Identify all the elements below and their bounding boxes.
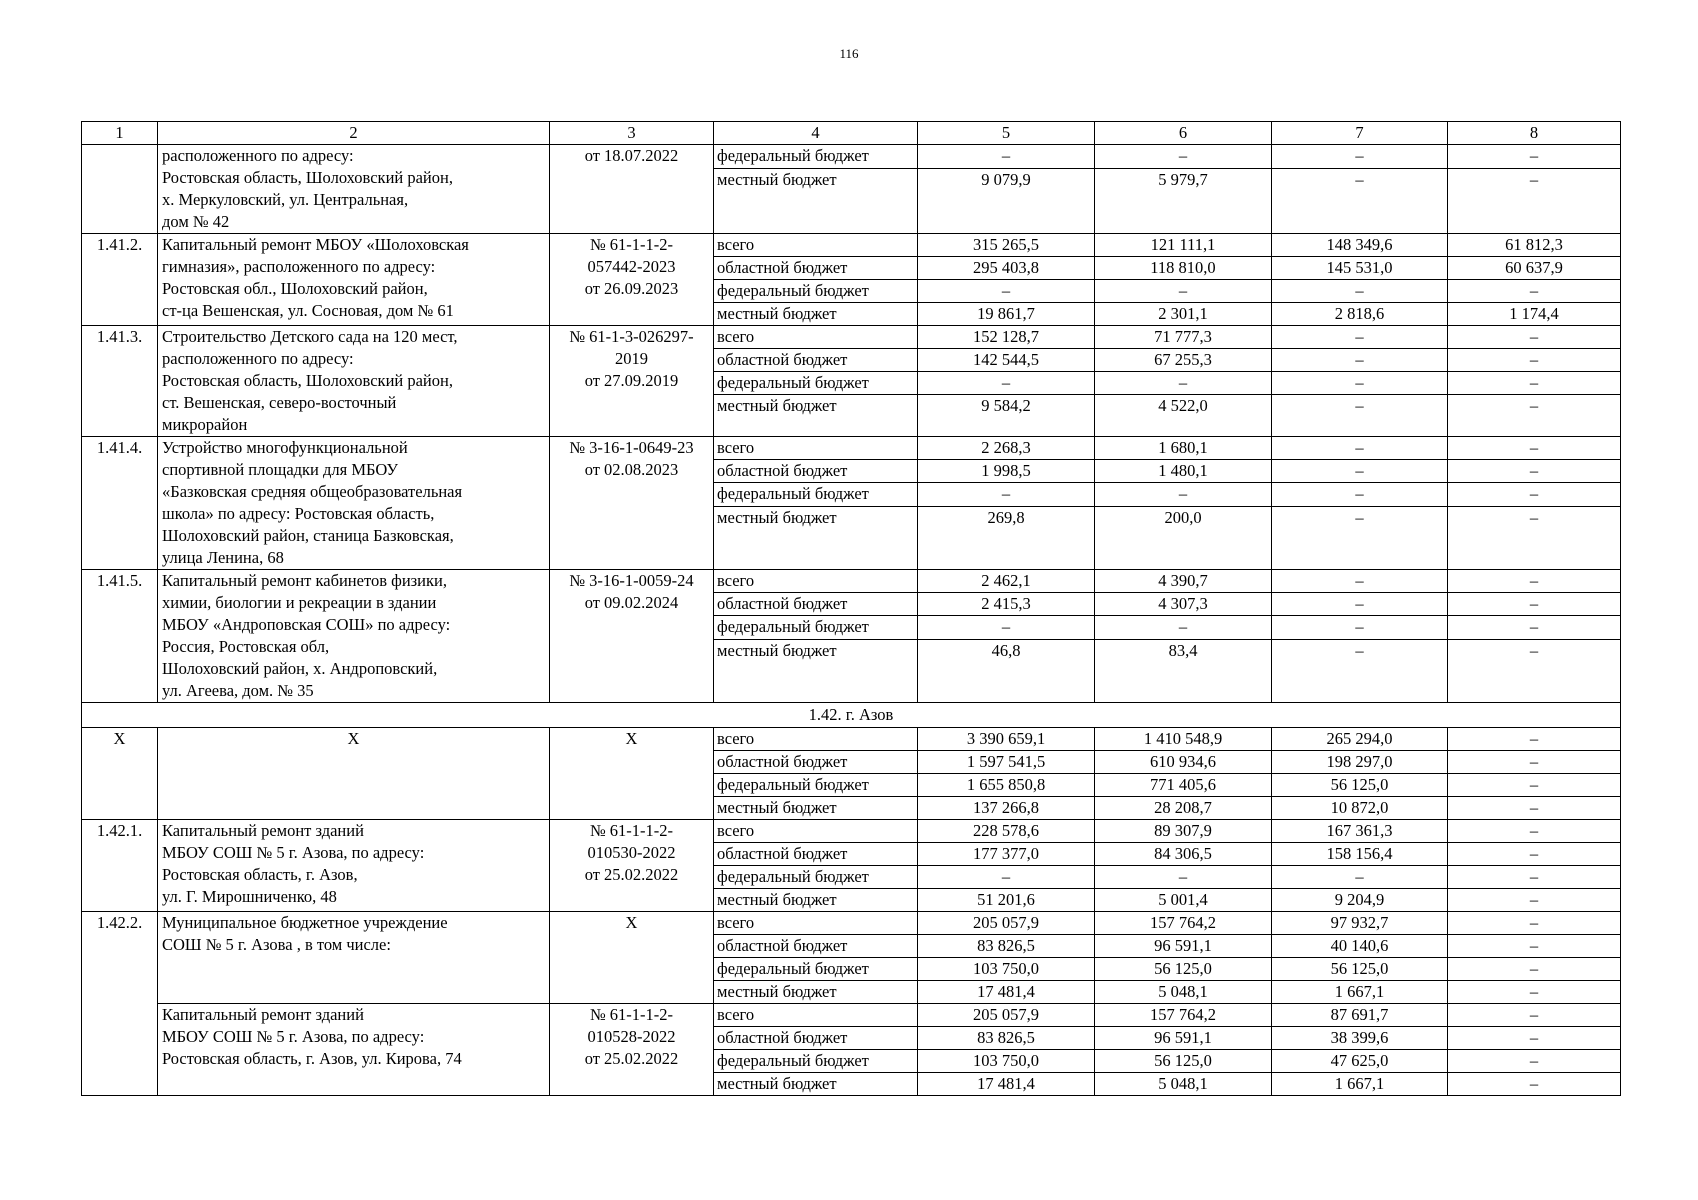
amount-cell-col7: – (1272, 506, 1448, 569)
budget-source-label: всего (714, 326, 918, 349)
amount-cell-col5: – (918, 372, 1095, 395)
item-document: № 3-16-1-0649-23 от 02.08.2023 (550, 437, 714, 570)
amount-cell-col8: – (1448, 395, 1621, 437)
amount-cell-col8: – (1448, 168, 1621, 233)
amount-cell-col5: – (918, 145, 1095, 169)
budget-source-label: всего (714, 1004, 918, 1027)
amount-cell-col7: – (1272, 395, 1448, 437)
budget-source-label: местный бюджет (714, 981, 918, 1004)
amount-cell-col7: – (1272, 326, 1448, 349)
amount-cell-col6: 67 255,3 (1095, 349, 1272, 372)
item-document: № 61-1-1-2- 010530-2022 от 25.02.2022 (550, 820, 714, 912)
item-document: № 3-16-1-0059-24 от 09.02.2024 (550, 570, 714, 703)
amount-cell-col8: – (1448, 145, 1621, 169)
amount-cell-col5: 228 578,6 (918, 820, 1095, 843)
header-cell: 1 (82, 122, 158, 145)
amount-cell-col5: 295 403,8 (918, 257, 1095, 280)
item-document: X (550, 912, 714, 1004)
budget-source-label: местный бюджет (714, 395, 918, 437)
amount-cell-col8: – (1448, 1050, 1621, 1073)
item-name: Устройство многофункциональной спортивной площадки для МБОУ «Базковская средняя общеобразовательная школа» по адресу: Ростовская область, Шолоховский район, станица Базковская, улица Ленина, 68 (158, 437, 550, 570)
amount-cell-col8: – (1448, 958, 1621, 981)
amount-cell-col8: 61 812,3 (1448, 234, 1621, 257)
amount-cell-col8: – (1448, 280, 1621, 303)
amount-cell-col5: 205 057,9 (918, 912, 1095, 935)
amount-cell-col7: 1 667,1 (1272, 981, 1448, 1004)
item-name: расположенного по адресу: Ростовская область, Шолоховский район, х. Меркуловский, ул. Центральная, дом № 42 (158, 145, 550, 234)
amount-cell-col5: 103 750,0 (918, 1050, 1095, 1073)
amount-cell-col5: 1 655 850,8 (918, 774, 1095, 797)
amount-cell-col7: – (1272, 168, 1448, 233)
amount-cell-col8: – (1448, 437, 1621, 460)
amount-cell-col5: 46,8 (918, 639, 1095, 702)
budget-source-label: федеральный бюджет (714, 616, 918, 639)
amount-cell-col8: 60 637,9 (1448, 257, 1621, 280)
amount-cell-col6: – (1095, 866, 1272, 889)
budget-source-label: всего (714, 820, 918, 843)
amount-cell-col6: 1 410 548,9 (1095, 728, 1272, 751)
amount-cell-col6: 96 591,1 (1095, 1027, 1272, 1050)
header-cell: 2 (158, 122, 550, 145)
item-document: № 61-1-1-2- 057442-2023 от 26.09.2023 (550, 234, 714, 326)
amount-cell-col6: 83,4 (1095, 639, 1272, 702)
amount-cell-col6: 4 390,7 (1095, 570, 1272, 593)
amount-cell-col7: 56 125,0 (1272, 774, 1448, 797)
amount-cell-col5: 142 544,5 (918, 349, 1095, 372)
amount-cell-col5: 152 128,7 (918, 326, 1095, 349)
amount-cell-col5: 83 826,5 (918, 1027, 1095, 1050)
amount-cell-col5: 2 415,3 (918, 593, 1095, 616)
budget-source-label: всего (714, 234, 918, 257)
amount-cell-col6: 4 522,0 (1095, 395, 1272, 437)
header-row (82, 122, 1621, 145)
budget-source-label: всего (714, 437, 918, 460)
budget-source-label: всего (714, 570, 918, 593)
amount-cell-col6: – (1095, 145, 1272, 169)
amount-cell-col6: 84 306,5 (1095, 843, 1272, 866)
budget-table (81, 121, 1621, 1096)
amount-cell-col8: – (1448, 349, 1621, 372)
amount-cell-col6: – (1095, 280, 1272, 303)
page-number: 116 (839, 46, 859, 61)
amount-cell-col7: – (1272, 866, 1448, 889)
amount-cell-col8: – (1448, 889, 1621, 912)
amount-cell-col7: 1 667,1 (1272, 1073, 1448, 1096)
amount-cell-col6: 157 764,2 (1095, 1004, 1272, 1027)
item-number: 1.42.2. (82, 912, 158, 1096)
table-row (82, 437, 1621, 460)
amount-cell-col8: – (1448, 1073, 1621, 1096)
amount-cell-col8: – (1448, 820, 1621, 843)
amount-cell-col6: 1 480,1 (1095, 460, 1272, 483)
item-number: X (82, 728, 158, 820)
item-name: Капитальный ремонт МБОУ «Шолоховская гимназия», расположенного по адресу: Ростовская обл., Шолоховский район, ст-ца Вешенская, ул. Сосновая, дом № 61 (158, 234, 550, 326)
section-title: 1.42. г. Азов (82, 703, 1621, 728)
table-row (82, 326, 1621, 349)
header-cell: 7 (1272, 122, 1448, 145)
amount-cell-col8: – (1448, 483, 1621, 506)
amount-cell-col7: – (1272, 483, 1448, 506)
amount-cell-col7: – (1272, 616, 1448, 639)
amount-cell-col6: 118 810,0 (1095, 257, 1272, 280)
item-name: X (158, 728, 550, 820)
table-row (82, 1004, 1621, 1027)
amount-cell-col6: 5 001,4 (1095, 889, 1272, 912)
amount-cell-col7: – (1272, 349, 1448, 372)
item-number: 1.41.4. (82, 437, 158, 570)
amount-cell-col5: 51 201,6 (918, 889, 1095, 912)
header-cell: 8 (1448, 122, 1621, 145)
item-document: № 61-1-3-026297- 2019 от 27.09.2019 (550, 326, 714, 437)
item-number (82, 145, 158, 234)
amount-cell-col6: – (1095, 483, 1272, 506)
table-row (82, 145, 1621, 169)
amount-cell-col8: – (1448, 616, 1621, 639)
amount-cell-col7: 265 294,0 (1272, 728, 1448, 751)
amount-cell-col7: 47 625,0 (1272, 1050, 1448, 1073)
amount-cell-col5: – (918, 280, 1095, 303)
amount-cell-col8: – (1448, 843, 1621, 866)
amount-cell-col8: – (1448, 570, 1621, 593)
item-number: 1.41.5. (82, 570, 158, 703)
budget-source-label: областной бюджет (714, 349, 918, 372)
budget-source-label: федеральный бюджет (714, 866, 918, 889)
budget-source-label: местный бюджет (714, 506, 918, 569)
item-number: 1.42.1. (82, 820, 158, 912)
amount-cell-col5: – (918, 616, 1095, 639)
amount-cell-col7: – (1272, 460, 1448, 483)
amount-cell-col7: – (1272, 593, 1448, 616)
amount-cell-col6: 96 591,1 (1095, 935, 1272, 958)
header-cell: 3 (550, 122, 714, 145)
amount-cell-col8: – (1448, 912, 1621, 935)
budget-source-label: всего (714, 728, 918, 751)
amount-cell-col6: 56 125,0 (1095, 1050, 1272, 1073)
amount-cell-col6: 28 208,7 (1095, 797, 1272, 820)
amount-cell-col8: – (1448, 1027, 1621, 1050)
header-cell: 4 (714, 122, 918, 145)
item-document: № 61-1-1-2- 010528-2022 от 25.02.2022 (550, 1004, 714, 1096)
amount-cell-col7: – (1272, 280, 1448, 303)
amount-cell-col6: 200,0 (1095, 506, 1272, 569)
amount-cell-col7: – (1272, 639, 1448, 702)
amount-cell-col7: 148 349,6 (1272, 234, 1448, 257)
amount-cell-col8: – (1448, 372, 1621, 395)
amount-cell-col7: – (1272, 145, 1448, 169)
amount-cell-col6: 610 934,6 (1095, 751, 1272, 774)
amount-cell-col6: 5 048,1 (1095, 981, 1272, 1004)
amount-cell-col7: 56 125,0 (1272, 958, 1448, 981)
amount-cell-col5: 137 266,8 (918, 797, 1095, 820)
budget-source-label: федеральный бюджет (714, 958, 918, 981)
amount-cell-col5: 9 079,9 (918, 168, 1095, 233)
amount-cell-col6: 5 979,7 (1095, 168, 1272, 233)
budget-source-label: федеральный бюджет (714, 483, 918, 506)
amount-cell-col6: 2 301,1 (1095, 303, 1272, 326)
table-row (82, 820, 1621, 843)
item-name: Капитальный ремонт кабинетов физики, химии, биологии и рекреации в здании МБОУ «Андроповская СОШ» по адресу: Россия, Ростовская обл, Шолоховский район, х. Андроповский, ул. Агеева, дом. № 35 (158, 570, 550, 703)
amount-cell-col7: 97 932,7 (1272, 912, 1448, 935)
budget-source-label: местный бюджет (714, 797, 918, 820)
budget-source-label: федеральный бюджет (714, 280, 918, 303)
amount-cell-col5: 2 268,3 (918, 437, 1095, 460)
amount-cell-col8: – (1448, 593, 1621, 616)
item-name: Капитальный ремонт зданий МБОУ СОШ № 5 г. Азова, по адресу: Ростовская область, г. Азов, ул. Кирова, 74 (158, 1004, 550, 1096)
table-row (82, 912, 1621, 935)
amount-cell-col6: 89 307,9 (1095, 820, 1272, 843)
amount-cell-col5: – (918, 483, 1095, 506)
amount-cell-col7: 2 818,6 (1272, 303, 1448, 326)
item-number: 1.41.2. (82, 234, 158, 326)
item-document: от 18.07.2022 (550, 145, 714, 234)
amount-cell-col7: 198 297,0 (1272, 751, 1448, 774)
header-cell: 5 (918, 122, 1095, 145)
amount-cell-col6: 1 680,1 (1095, 437, 1272, 460)
amount-cell-col8: – (1448, 774, 1621, 797)
table-row (82, 234, 1621, 257)
amount-cell-col7: 40 140,6 (1272, 935, 1448, 958)
amount-cell-col7: 167 361,3 (1272, 820, 1448, 843)
amount-cell-col8: – (1448, 728, 1621, 751)
budget-source-label: федеральный бюджет (714, 774, 918, 797)
budget-source-label: всего (714, 912, 918, 935)
amount-cell-col5: 177 377,0 (918, 843, 1095, 866)
amount-cell-col8: – (1448, 935, 1621, 958)
amount-cell-col6: – (1095, 372, 1272, 395)
amount-cell-col5: 17 481,4 (918, 1073, 1095, 1096)
section-row (82, 703, 1621, 728)
amount-cell-col6: 56 125,0 (1095, 958, 1272, 981)
amount-cell-col8: – (1448, 460, 1621, 483)
budget-source-label: областной бюджет (714, 460, 918, 483)
item-document: X (550, 728, 714, 820)
amount-cell-col5: 83 826,5 (918, 935, 1095, 958)
budget-source-label: областной бюджет (714, 257, 918, 280)
amount-cell-col7: 10 872,0 (1272, 797, 1448, 820)
budget-source-label: федеральный бюджет (714, 372, 918, 395)
table-row (82, 728, 1621, 751)
budget-source-label: федеральный бюджет (714, 1050, 918, 1073)
amount-cell-col7: – (1272, 570, 1448, 593)
table-body (82, 122, 1621, 1096)
item-name: Капитальный ремонт зданий МБОУ СОШ № 5 г. Азова, по адресу: Ростовская область, г. Азов, ул. Г. Мирошниченко, 48 (158, 820, 550, 912)
amount-cell-col6: 71 777,3 (1095, 326, 1272, 349)
budget-source-label: областной бюджет (714, 593, 918, 616)
amount-cell-col5: 2 462,1 (918, 570, 1095, 593)
amount-cell-col6: – (1095, 616, 1272, 639)
item-number: 1.41.3. (82, 326, 158, 437)
table-row (82, 570, 1621, 593)
budget-source-label: местный бюджет (714, 1073, 918, 1096)
amount-cell-col7: 87 691,7 (1272, 1004, 1448, 1027)
amount-cell-col5: 3 390 659,1 (918, 728, 1095, 751)
amount-cell-col7: 38 399,6 (1272, 1027, 1448, 1050)
amount-cell-col5: 9 584,2 (918, 395, 1095, 437)
amount-cell-col7: 9 204,9 (1272, 889, 1448, 912)
amount-cell-col5: 1 998,5 (918, 460, 1095, 483)
amount-cell-col7: 158 156,4 (1272, 843, 1448, 866)
amount-cell-col5: 315 265,5 (918, 234, 1095, 257)
amount-cell-col8: – (1448, 866, 1621, 889)
budget-source-label: местный бюджет (714, 168, 918, 233)
item-name: Муниципальное бюджетное учреждение СОШ № 5 г. Азова , в том числе: (158, 912, 550, 1004)
amount-cell-col5: 19 861,7 (918, 303, 1095, 326)
budget-source-label: федеральный бюджет (714, 145, 918, 169)
amount-cell-col8: – (1448, 981, 1621, 1004)
amount-cell-col6: 5 048,1 (1095, 1073, 1272, 1096)
amount-cell-col6: 4 307,3 (1095, 593, 1272, 616)
amount-cell-col8: – (1448, 751, 1621, 774)
amount-cell-col5: 17 481,4 (918, 981, 1095, 1004)
header-cell: 6 (1095, 122, 1272, 145)
budget-source-label: областной бюджет (714, 751, 918, 774)
amount-cell-col7: 145 531,0 (1272, 257, 1448, 280)
amount-cell-col6: 157 764,2 (1095, 912, 1272, 935)
amount-cell-col8: – (1448, 639, 1621, 702)
amount-cell-col5: 269,8 (918, 506, 1095, 569)
amount-cell-col5: 1 597 541,5 (918, 751, 1095, 774)
amount-cell-col5: – (918, 866, 1095, 889)
amount-cell-col8: – (1448, 1004, 1621, 1027)
item-name: Строительство Детского сада на 120 мест, расположенного по адресу: Ростовская область, Шолоховский район, ст. Вешенская, северо-восточный микрорайон (158, 326, 550, 437)
budget-source-label: местный бюджет (714, 889, 918, 912)
amount-cell-col6: 771 405,6 (1095, 774, 1272, 797)
budget-source-label: областной бюджет (714, 1027, 918, 1050)
amount-cell-col8: – (1448, 326, 1621, 349)
amount-cell-col5: 205 057,9 (918, 1004, 1095, 1027)
amount-cell-col7: – (1272, 372, 1448, 395)
amount-cell-col7: – (1272, 437, 1448, 460)
budget-source-label: местный бюджет (714, 303, 918, 326)
amount-cell-col6: 121 111,1 (1095, 234, 1272, 257)
amount-cell-col8: 1 174,4 (1448, 303, 1621, 326)
amount-cell-col8: – (1448, 506, 1621, 569)
amount-cell-col5: 103 750,0 (918, 958, 1095, 981)
amount-cell-col8: – (1448, 797, 1621, 820)
budget-source-label: областной бюджет (714, 843, 918, 866)
budget-source-label: местный бюджет (714, 639, 918, 702)
budget-source-label: областной бюджет (714, 935, 918, 958)
